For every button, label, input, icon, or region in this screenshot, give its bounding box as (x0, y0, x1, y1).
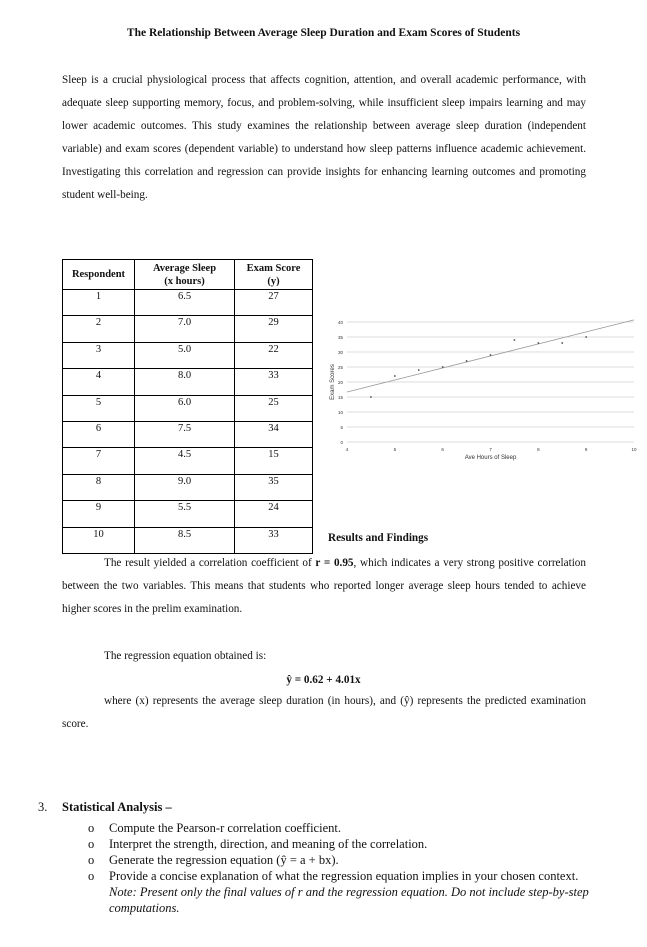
table-row (63, 474, 313, 500)
table-row (63, 395, 313, 421)
y-axis-label: Exam Scores (330, 364, 336, 400)
data-point (394, 375, 396, 377)
x-axis-label: Ave Hours of Sleep (464, 455, 517, 461)
cell-respondent: 9 (63, 501, 135, 527)
section-number: 3. (38, 800, 48, 814)
cell-sleep: 5.5 (135, 501, 235, 527)
regression-explanation: where (x) represents the average sleep duration (in hours), and (ŷ) represents the predicted examination score. (62, 695, 586, 730)
cell-respondent: 1 (63, 290, 135, 316)
y-tick-label: 5 (340, 425, 343, 430)
x-tick-label: 9 (584, 447, 588, 452)
table-row (63, 290, 313, 316)
cell-respondent: 7 (63, 448, 135, 474)
cell-sleep: 7.0 (135, 316, 235, 342)
results-text-after: , which indicates a very strong positive correlation between the two variables. This means that students who reported longer average sleep hours tended to achieve higher scores in the prelim examination. (62, 557, 586, 615)
note-text: Note: Present only the final values of r and the regression equation. Do not include step-by-step computations. (109, 885, 589, 915)
data-point (490, 354, 492, 356)
y-tick-label: 10 (337, 410, 343, 415)
cell-sleep: 6.5 (135, 290, 235, 316)
cell-respondent: 2 (63, 316, 135, 342)
cell-respondent: 4 (63, 369, 135, 395)
cell-sleep: 5.0 (135, 342, 235, 368)
data-point (418, 369, 420, 371)
list-item-text: Provide a concise explanation of what the regression equation implies in your chosen context. (109, 869, 579, 883)
cell-sleep: 7.5 (135, 421, 235, 447)
table-header-row (63, 260, 313, 290)
cell-score: 22 (235, 342, 313, 368)
cell-sleep: 8.5 (135, 527, 235, 553)
cell-respondent: 8 (63, 474, 135, 500)
x-tick-label: 7 (489, 447, 492, 452)
y-tick-label: 30 (337, 350, 343, 355)
table-row (63, 448, 313, 474)
cell-score: 35 (235, 474, 313, 500)
trendline (347, 320, 634, 392)
data-point (561, 342, 563, 344)
cell-score: 25 (235, 395, 313, 421)
header-exam-score: Exam Score (y) (235, 260, 313, 290)
results-paragraph (62, 552, 586, 621)
data-point (585, 336, 587, 338)
bullet-icon: o (88, 837, 95, 851)
cell-score: 27 (235, 290, 313, 316)
data-point (514, 339, 516, 341)
intro-paragraph: Sleep is a crucial physiological process that affects cognition, attention, and overall academic performance, with adequate sleep supporting memory, focus, and problem-solving, while insufficient sleep impairs learning and may lower academic outcomes. This study examines the relationship between average sleep duration (independent variable) and exam scores (dependent variable) to understand how sleep patterns influence academic achievement. Investigating this correlation and regression can provide insights for enhancing learning outcomes and promoting student well-being. (62, 74, 586, 201)
cell-respondent: 6 (63, 421, 135, 447)
data-point (370, 396, 372, 398)
cell-score: 34 (235, 421, 313, 447)
list-item-text: Interpret the strength, direction, and meaning of the correlation. (109, 837, 428, 851)
regression-equation: ŷ = 0.62 + 4.01x (286, 674, 361, 686)
data-point (442, 366, 444, 368)
cell-sleep: 8.0 (135, 369, 235, 395)
x-tick-label: 4 (345, 447, 349, 452)
results-text-before: The result yielded a correlation coefficient of (104, 557, 316, 569)
results-heading: Results and Findings (328, 532, 429, 544)
regression-intro: The regression equation obtained is: (104, 650, 267, 662)
table-row (63, 369, 313, 395)
cell-sleep: 4.5 (135, 448, 235, 474)
section-title: Statistical Analysis – (62, 800, 172, 814)
header-respondent: Respondent (63, 260, 135, 290)
table-row (63, 342, 313, 368)
x-tick-label: 8 (537, 447, 540, 452)
y-tick-label: 0 (340, 440, 343, 445)
cell-score: 29 (235, 316, 313, 342)
table-row (63, 527, 313, 553)
list-item-text: Compute the Pearson-r correlation coefficient. (109, 821, 341, 835)
y-tick-label: 20 (337, 380, 343, 385)
cell-score: 33 (235, 527, 313, 553)
cell-sleep: 6.0 (135, 395, 235, 421)
table-row (63, 501, 313, 527)
bullet-icon: o (88, 853, 95, 867)
bullet-icon: o (88, 821, 95, 835)
task-list (88, 820, 608, 916)
list-item (88, 868, 608, 916)
r-value: r = 0.95 (315, 557, 354, 569)
header-average-sleep: Average Sleep (x hours) (135, 260, 235, 290)
data-point (466, 360, 468, 362)
y-tick-label: 15 (337, 395, 343, 400)
cell-score: 33 (235, 369, 313, 395)
cell-respondent: 10 (63, 527, 135, 553)
list-item-text: Generate the regression equation (ŷ = a + bx). (109, 853, 339, 867)
list-item (88, 836, 608, 852)
cell-sleep: 9.0 (135, 474, 235, 500)
list-item (88, 820, 608, 836)
scatter-chart (327, 318, 637, 468)
list-item (88, 852, 608, 868)
x-tick-label: 6 (441, 447, 444, 452)
cell-respondent: 3 (63, 342, 135, 368)
y-tick-label: 35 (337, 335, 343, 340)
x-tick-label: 10 (631, 447, 637, 452)
cell-score: 15 (235, 448, 313, 474)
data-table (62, 259, 313, 554)
bullet-icon: o (88, 869, 95, 883)
cell-score: 24 (235, 501, 313, 527)
table-row (63, 316, 313, 342)
cell-respondent: 5 (63, 395, 135, 421)
section-heading (38, 800, 172, 815)
document-title: The Relationship Between Average Sleep Duration and Exam Scores of Students (126, 27, 521, 39)
x-tick-label: 5 (393, 447, 397, 452)
y-tick-label: 40 (337, 320, 343, 325)
y-tick-label: 25 (337, 365, 343, 370)
table-row (63, 421, 313, 447)
data-point (537, 342, 539, 344)
